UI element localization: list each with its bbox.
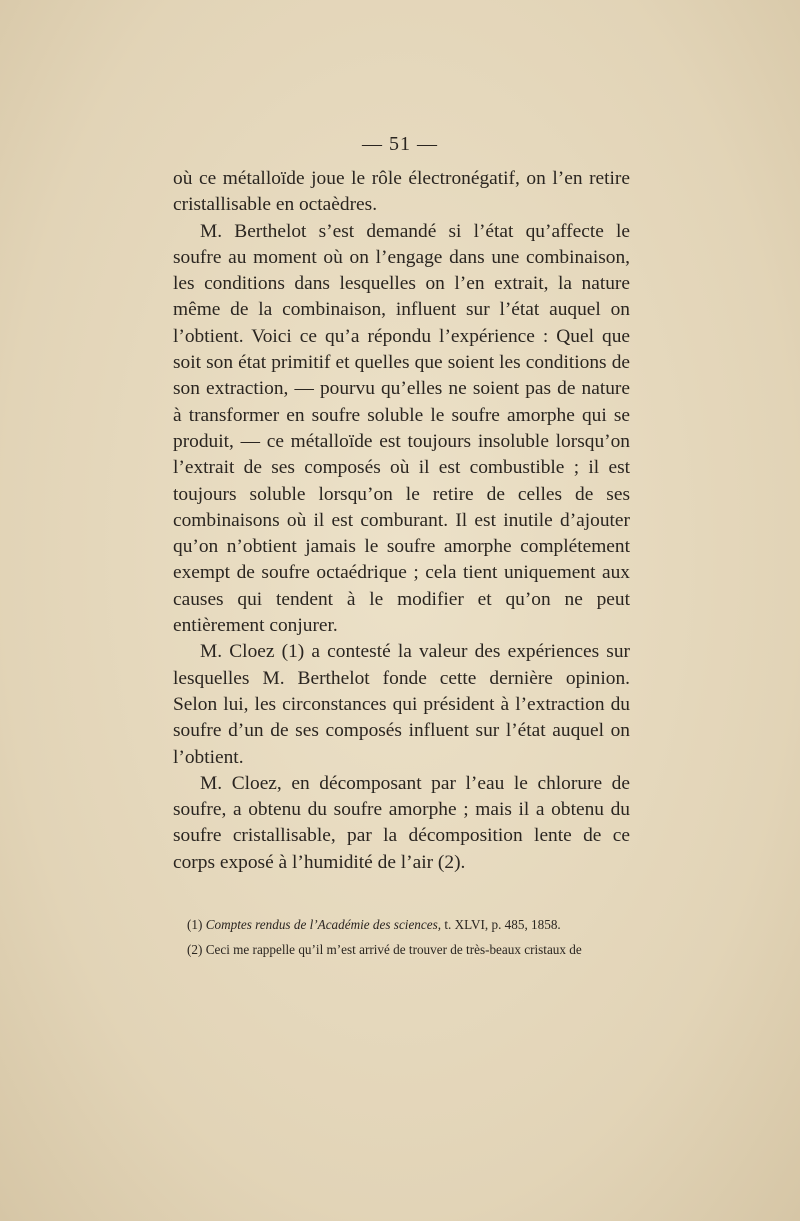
page-number: — 51 — bbox=[362, 133, 438, 155]
paragraph-berthelot: M. Berthelot s’est demandé si l’état qu’affecte le soufre au moment où on l’engage dans une combinaison, les conditions dans lesquelles on l’en extrait, la nature même de la combinaison, influent sur l’état auquel on l’obtient. Voici ce qu’a répondu l’expérience : Quel que soit son état primitif et quelles que soient les conditions de son extraction, — pourvu qu’elles ne soient pas de nature à transformer en soufre soluble le soufre amorphe qui se produit, — ce métalloïde est toujours insoluble lorsqu’on l’extrait de ses composés où il est combustible ; il est toujours soluble lorsqu’on le retire de celles de ses combinaisons où il est comburant. Il est inutile d’ajouter qu’on n’obtient jamais le soufre amorphe complétement exempt de soufre octaédrique ; cela tient uniquement aux causes qui tendent à le modifier et qu’on ne peut entièrement conjurer. bbox=[173, 220, 630, 637]
footnote-1 bbox=[173, 912, 630, 937]
paragraph-cloez-experiment: M. Cloez, en décomposant par l’eau le chlorure de soufre, a obtenu du soufre amorphe ; mais il a obtenu du soufre cristallisable, par la décomposition lente de ce corps exposé à l’humidité de l’air (2). bbox=[173, 772, 630, 873]
footnotes bbox=[173, 912, 630, 962]
paragraph-continuation: où ce métalloïde joue le rôle électronégatif, on l’en retire cristallisable en octaèdres. bbox=[173, 168, 630, 216]
footnote-1-reference: t. XLVI, p. 485, 1858. bbox=[444, 917, 561, 932]
footnote-1-source: Comptes rendus de l’Académie des sciences, bbox=[205, 917, 442, 932]
paragraph-cloez-contest: M. Cloez (1) a contesté la valeur des expériences sur lesquelles M. Berthelot fonde cette dernière opinion. Selon lui, les circonstances qui président à l’extraction du soufre d’un de ses composés influent sur l’état auquel on l’obtient. bbox=[173, 641, 630, 768]
footnote-1-mark: (1) bbox=[187, 917, 203, 932]
footnote-2 bbox=[173, 937, 630, 962]
footnote-2-mark: (2) bbox=[187, 942, 203, 957]
footnote-2-text: Ceci me rappelle qu’il m’est arrivé de trouver de très-beaux cristaux de bbox=[205, 942, 582, 957]
body-text bbox=[173, 166, 630, 876]
